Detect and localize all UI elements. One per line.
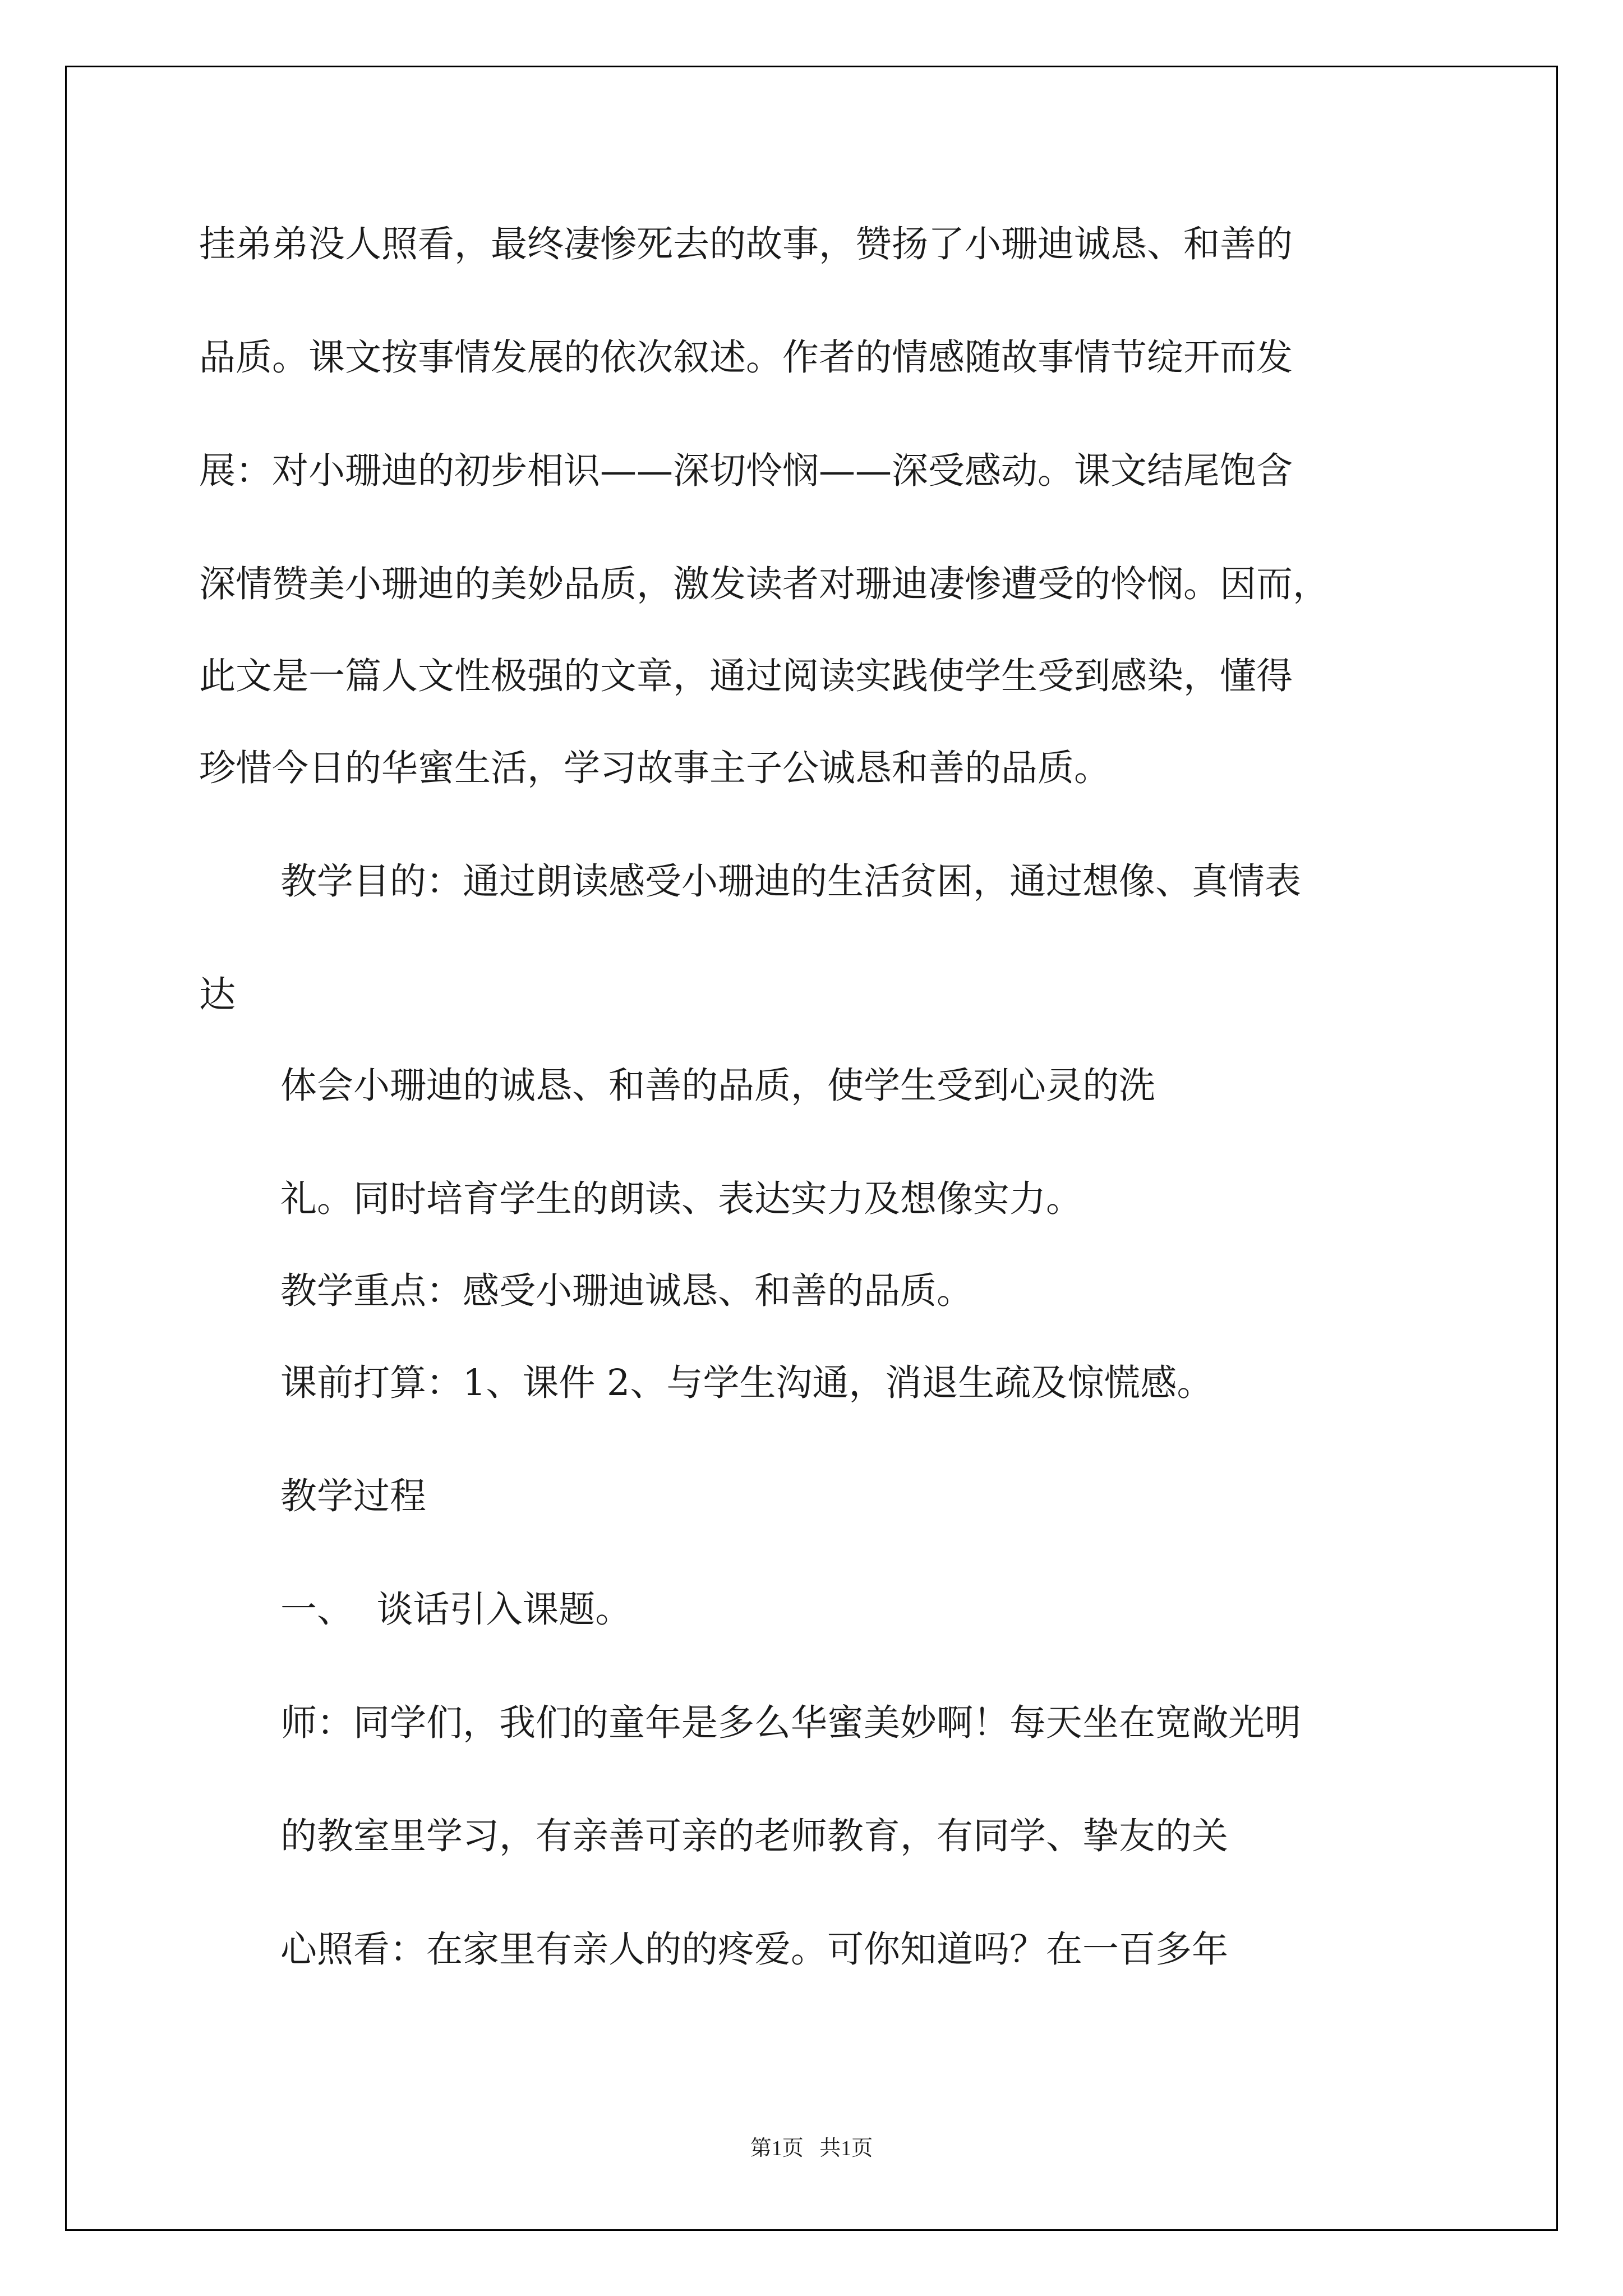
text-line-6: 珍惜今日的华蜜生活，学习故事主子公诚恳和善的品质。: [199, 747, 1111, 789]
text-line-3: 展：对小珊迪的初步相识——深切怜悯——深受感动。课文结尾饱含: [199, 450, 1293, 492]
text-line-4: 深情赞美小珊迪的美妙品质，激发读者对珊迪凄惨遭受的怜悯。因而，: [199, 563, 1330, 605]
text-line-1: 挂弟弟没人照看，最终凄惨死去的故事，赞扬了小珊迪诚恳、和善的: [199, 223, 1293, 265]
text-line-2: 品质。课文按事情发展的依次叙述。作者的情感随故事情节绽开而发: [199, 337, 1293, 379]
text-line-7: 教学目的：通过朗读感受小珊迪的生活贫困，通过想像、真情表: [280, 861, 1302, 903]
text-line-5: 此文是一篇人文性极强的文章，通过阅读实践使学生受到感染，懂得: [199, 655, 1293, 697]
text-line-8: 达: [199, 974, 236, 1016]
text-line-9: 体会小珊迪的诚恳、和善的品质，使学生受到心灵的洗: [280, 1065, 1156, 1107]
text-line-16: 的教室里学习，有亲善可亲的老师教育，有同学、挚友的关: [280, 1815, 1229, 1857]
text-line-17: 心照看：在家里有亲人的的疼爱。可你知道吗？在一百多年: [280, 1929, 1229, 1971]
text-line-13: 教学过程: [280, 1475, 427, 1517]
text-line-11: 教学重点：感受小珊迪诚恳、和善的品质。: [280, 1270, 974, 1312]
text-line-15: 师：同学们，我们的童年是多么华蜜美妙啊！每天坐在宽敞光明: [280, 1702, 1302, 1744]
text-line-14: 一、 谈话引入课题。: [280, 1589, 632, 1631]
text-line-10: 礼。同时培育学生的朗读、表达实力及想像实力。: [280, 1178, 1083, 1220]
page-footer: 第1页 共1页: [750, 2137, 873, 2160]
text-line-12: 课前打算：1、课件 2、与学生沟通，消退生疏及惊慌感。: [280, 1362, 1214, 1404]
page-border: [65, 66, 1558, 2231]
